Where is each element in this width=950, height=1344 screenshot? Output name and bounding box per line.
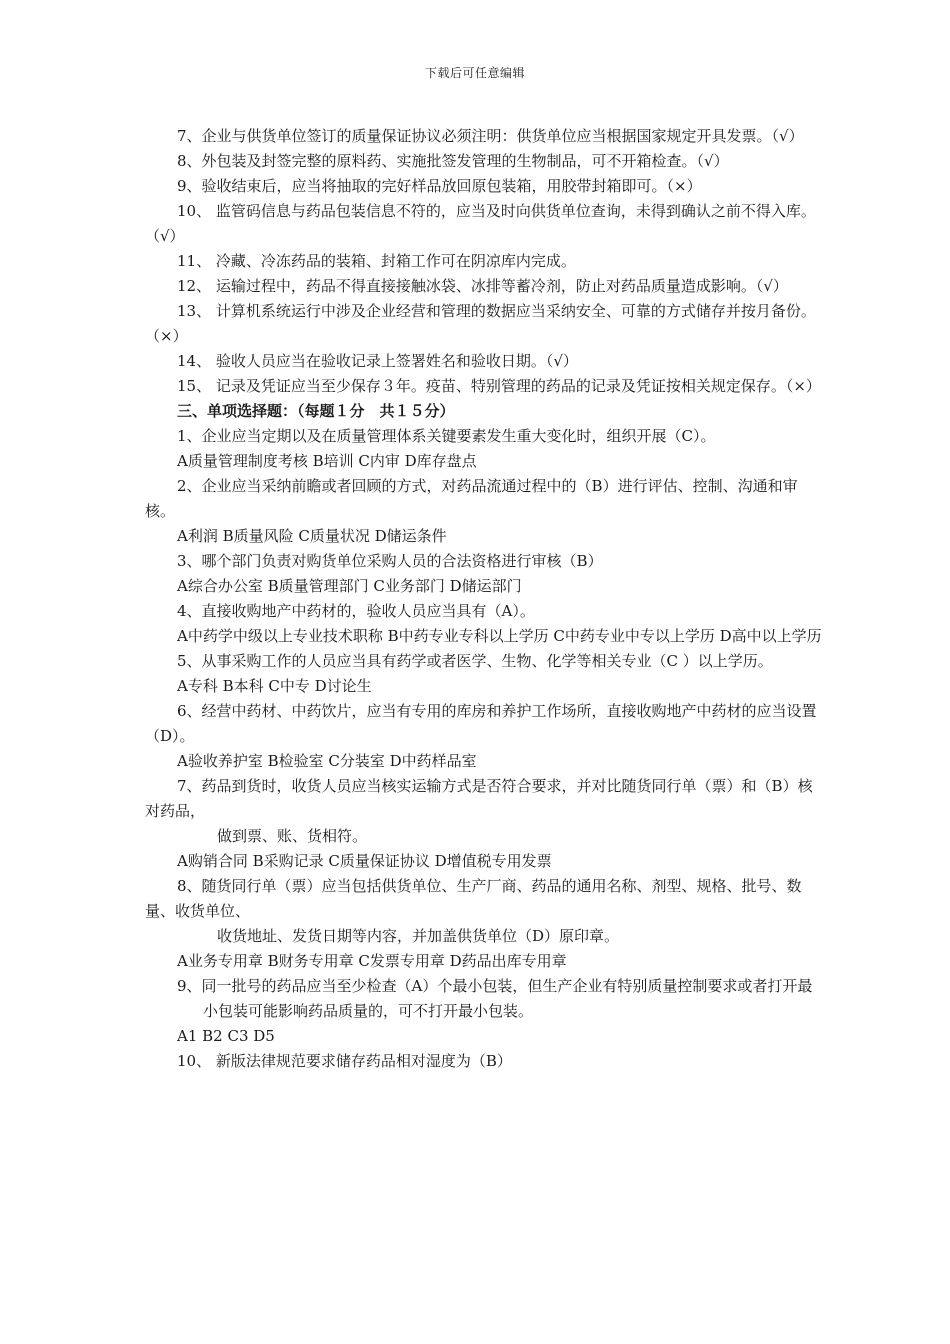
document-body [145, 124, 825, 1074]
section-heading: 三、单项选择题：（每题１分 共１５分） [177, 402, 455, 420]
paragraph: 收货地址、发货日期等内容，并加盖供货单位（D）原印章。 [217, 927, 620, 945]
paragraph: A中药学中级以上专业技术职称 B中药专业专科以上学历 C中药专业中专以上学历 D高中以上学历 [177, 627, 822, 645]
paragraph: 做到票、账、货相符。 [217, 827, 368, 845]
paragraph: A综合办公室 B质量管理部门 C业务部门 D储运部门 [177, 577, 522, 595]
paragraph: 15、 记录及凭证应当至少保存３年。疫苗、特别管理的药品的记录及凭证按相关规定保存。（×） [177, 377, 821, 395]
page-header: 下载后可任意编辑 [424, 66, 525, 80]
paragraph: A专科 B本科 C中专 D讨论生 [177, 677, 372, 695]
paragraph: 10、 新版法律规范要求储存药品相对湿度为（B） [177, 1052, 512, 1070]
paragraph: 7、药品到货时，收货人员应当核实运输方式是否符合要求，并对比随货同行单（票）和（B）核对药品， [145, 777, 813, 820]
paragraph: 4、直接收购地产中药材的，验收人员应当具有（A）。 [177, 602, 535, 620]
paragraph: 6、经营中药材、中药饮片，应当有专用的库房和养护工作场所，直接收购地产中药材的应当设置（D）。 [145, 702, 817, 745]
paragraph: A质量管理制度考核 B培训 C内审 D库存盘点 [177, 452, 477, 470]
paragraph: 8、随货同行单（票）应当包括供货单位、生产厂商、药品的通用名称、剂型、规格、批号、数量、收货单位、 [145, 877, 802, 920]
paragraph: 14、 验收人员应当在验收记录上签署姓名和验收日期。（√） [177, 352, 578, 370]
paragraph: 11、 冷藏、冷冻药品的装箱、封箱工作可在阴凉库内完成。 [177, 252, 576, 270]
paragraph: 3、哪个部门负责对购货单位采购人员的合法资格进行审核（B） [177, 552, 603, 570]
paragraph: A购销合同 B采购记录 C质量保证协议 D增值税专用发票 [177, 852, 552, 870]
paragraph: A验收养护室 B检验室 C分装室 D中药样品室 [177, 752, 477, 770]
paragraph: 1、企业应当定期以及在质量管理体系关键要素发生重大变化时，组织开展（C）。 [177, 427, 716, 445]
paragraph: 13、 计算机系统运行中涉及企业经营和管理的数据应当采纳安全、可靠的方式储存并按月备份。（×） [145, 302, 816, 345]
paragraph: 小包装可能影响药品质量的，可不打开最小包装。 [203, 1002, 534, 1020]
paragraph: 12、 运输过程中，药品不得直接接触冰袋、冰排等蓄冷剂，防止对药品质量造成影响。（√） [177, 277, 788, 295]
paragraph: 5、从事采购工作的人员应当具有药学或者医学、生物、化学等相关专业（C ）以上学历。 [177, 652, 773, 670]
paragraph: 8、外包装及封签完整的原料药、实施批签发管理的生物制品，可不开箱检查。（√） [177, 152, 729, 170]
paragraph: A1 B2 C3 D5 [177, 1027, 275, 1045]
paragraph: 2、企业应当采纳前瞻或者回顾的方式，对药品流通过程中的（B）进行评估、控制、沟通和审核。 [145, 477, 798, 520]
paragraph: A业务专用章 B财务专用章 C发票专用章 D药品出库专用章 [177, 952, 567, 970]
paragraph: 10、 监管码信息与药品包装信息不符的，应当及时向供货单位查询，未得到确认之前不得入库。（√） [145, 202, 816, 245]
paragraph: 7、企业与供货单位签订的质量保证协议必须注明：供货单位应当根据国家规定开具发票。（√） [177, 127, 804, 145]
paragraph: 9、验收结束后，应当将抽取的完好样品放回原包装箱，用胶带封箱即可。（×） [177, 177, 702, 195]
paragraph: 9、同一批号的药品应当至少检查（A）个最小包装，但生产企业有特别质量控制要求或者打开最 [177, 977, 813, 995]
paragraph: A利润 B质量风险 C质量状况 D储运条件 [177, 527, 447, 545]
